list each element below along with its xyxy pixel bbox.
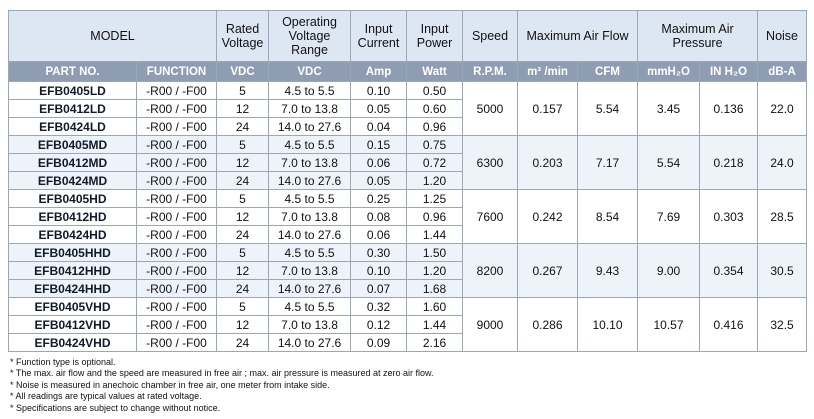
noise-cell: 24.0 xyxy=(758,136,807,190)
rated-voltage-cell: 5 xyxy=(217,298,269,316)
header-noise: Noise xyxy=(758,11,807,62)
speed-cell: 7600 xyxy=(463,190,518,244)
part-number-cell: EFB0405MD xyxy=(9,136,137,154)
voltage-range-cell: 4.5 to 5.5 xyxy=(269,190,351,208)
air-flow-cfm-cell: 5.54 xyxy=(578,82,638,136)
input-current-cell: 0.06 xyxy=(351,226,407,244)
voltage-range-cell: 7.0 to 13.8 xyxy=(269,154,351,172)
air-flow-cfm-cell: 9.43 xyxy=(578,244,638,298)
table-row xyxy=(9,82,807,100)
input-current-cell: 0.07 xyxy=(351,280,407,298)
part-number-cell: EFB0424HHD xyxy=(9,280,137,298)
unit-vdc-range: VDC xyxy=(269,62,351,82)
unit-cfm: CFM xyxy=(578,62,638,82)
rated-voltage-cell: 12 xyxy=(217,154,269,172)
input-current-cell: 0.06 xyxy=(351,154,407,172)
function-cell: -R00 / -F00 xyxy=(137,316,217,334)
footnote: * Function type is optional. xyxy=(10,357,116,367)
rated-voltage-cell: 5 xyxy=(217,136,269,154)
units-row xyxy=(9,62,807,82)
input-power-cell: 1.25 xyxy=(407,190,463,208)
voltage-range-cell: 7.0 to 13.8 xyxy=(269,316,351,334)
input-power-cell: 0.72 xyxy=(407,154,463,172)
header-max-air-flow: Maximum Air Flow xyxy=(518,11,638,62)
rated-voltage-cell: 24 xyxy=(217,172,269,190)
input-power-cell: 2.16 xyxy=(407,334,463,352)
function-cell: -R00 / -F00 xyxy=(137,298,217,316)
rated-voltage-cell: 5 xyxy=(217,244,269,262)
unit-vdc-rated: VDC xyxy=(217,62,269,82)
input-current-cell: 0.09 xyxy=(351,334,407,352)
part-number-cell: EFB0424MD xyxy=(9,172,137,190)
input-current-cell: 0.30 xyxy=(351,244,407,262)
rated-voltage-cell: 24 xyxy=(217,334,269,352)
input-power-cell: 1.20 xyxy=(407,172,463,190)
input-power-cell: 1.44 xyxy=(407,316,463,334)
input-current-cell: 0.04 xyxy=(351,118,407,136)
input-current-cell: 0.05 xyxy=(351,172,407,190)
function-cell: -R00 / -F00 xyxy=(137,118,217,136)
input-current-cell: 0.05 xyxy=(351,100,407,118)
function-cell: -R00 / -F00 xyxy=(137,136,217,154)
unit-amp: Amp xyxy=(351,62,407,82)
part-number-cell: EFB0412HD xyxy=(9,208,137,226)
function-cell: -R00 / -F00 xyxy=(137,190,217,208)
header-speed: Speed xyxy=(463,11,518,62)
function-cell: -R00 / -F00 xyxy=(137,334,217,352)
function-cell: -R00 / -F00 xyxy=(137,154,217,172)
air-pressure-mmh2o-cell: 5.54 xyxy=(638,136,700,190)
input-current-cell: 0.15 xyxy=(351,136,407,154)
input-power-cell: 0.75 xyxy=(407,136,463,154)
unit-function: FUNCTION xyxy=(137,62,217,82)
unit-dba: dB-A xyxy=(758,62,807,82)
input-current-cell: 0.25 xyxy=(351,190,407,208)
function-cell: -R00 / -F00 xyxy=(137,226,217,244)
voltage-range-cell: 14.0 to 27.6 xyxy=(269,118,351,136)
function-cell: -R00 / -F00 xyxy=(137,262,217,280)
function-cell: -R00 / -F00 xyxy=(137,208,217,226)
header-operating-voltage-range: Operating Voltage Range xyxy=(269,11,351,62)
unit-m3-per-min: m³ /min xyxy=(518,62,578,82)
function-cell: -R00 / -F00 xyxy=(137,280,217,298)
voltage-range-cell: 14.0 to 27.6 xyxy=(269,226,351,244)
input-power-cell: 1.60 xyxy=(407,298,463,316)
unit-watt: Watt xyxy=(407,62,463,82)
voltage-range-cell: 14.0 to 27.6 xyxy=(269,280,351,298)
input-power-cell: 1.50 xyxy=(407,244,463,262)
part-number-cell: EFB0412MD xyxy=(9,154,137,172)
part-number-cell: EFB0412VHD xyxy=(9,316,137,334)
function-cell: -R00 / -F00 xyxy=(137,244,217,262)
footnote: * The max. air flow and the speed are measured in free air ; max. air pressure is measured at zero air flow. xyxy=(10,368,434,379)
input-power-cell: 1.44 xyxy=(407,226,463,244)
noise-cell: 32.5 xyxy=(758,298,807,352)
air-flow-cfm-cell: 7.17 xyxy=(578,136,638,190)
function-cell: -R00 / -F00 xyxy=(137,100,217,118)
part-number-cell: EFB0405VHD xyxy=(9,298,137,316)
air-pressure-mmh2o-cell: 3.45 xyxy=(638,82,700,136)
header-model: MODEL xyxy=(9,11,217,62)
header-input-current: Input Current xyxy=(351,11,407,62)
part-number-cell: EFB0424HD xyxy=(9,226,137,244)
input-current-cell: 0.10 xyxy=(351,82,407,100)
header-row xyxy=(9,11,807,62)
footnote: * All readings are typical values at rated voltage. xyxy=(10,391,202,402)
noise-cell: 28.5 xyxy=(758,190,807,244)
rated-voltage-cell: 24 xyxy=(217,118,269,136)
input-current-cell: 0.08 xyxy=(351,208,407,226)
voltage-range-cell: 4.5 to 5.5 xyxy=(269,82,351,100)
rated-voltage-cell: 12 xyxy=(217,262,269,280)
air-flow-cfm-cell: 10.10 xyxy=(578,298,638,352)
part-number-cell: EFB0424LD xyxy=(9,118,137,136)
voltage-range-cell: 14.0 to 27.6 xyxy=(269,334,351,352)
speed-cell: 5000 xyxy=(463,82,518,136)
table-row xyxy=(9,298,807,316)
unit-part-no: PART NO. xyxy=(9,62,137,82)
air-flow-m3min-cell: 0.157 xyxy=(518,82,578,136)
noise-cell: 22.0 xyxy=(758,82,807,136)
air-pressure-inh2o-cell: 0.136 xyxy=(700,82,758,136)
noise-cell: 30.5 xyxy=(758,244,807,298)
input-current-cell: 0.12 xyxy=(351,316,407,334)
air-flow-m3min-cell: 0.242 xyxy=(518,190,578,244)
air-flow-m3min-cell: 0.203 xyxy=(518,136,578,190)
table-row xyxy=(9,136,807,154)
rated-voltage-cell: 12 xyxy=(217,100,269,118)
air-pressure-mmh2o-cell: 9.00 xyxy=(638,244,700,298)
air-pressure-inh2o-cell: 0.303 xyxy=(700,190,758,244)
input-current-cell: 0.10 xyxy=(351,262,407,280)
footnote: * Noise is measured in anechoic chamber in free air, one meter from intake side. xyxy=(10,379,330,390)
part-number-cell: EFB0412HHD xyxy=(9,262,137,280)
speed-cell: 8200 xyxy=(463,244,518,298)
part-number-cell: EFB0424VHD xyxy=(9,334,137,352)
air-pressure-inh2o-cell: 0.354 xyxy=(700,244,758,298)
header-rated-voltage: Rated Voltage xyxy=(217,11,269,62)
input-power-cell: 1.68 xyxy=(407,280,463,298)
rated-voltage-cell: 5 xyxy=(217,82,269,100)
table-row xyxy=(9,190,807,208)
speed-cell: 6300 xyxy=(463,136,518,190)
spec-table-container xyxy=(8,10,806,352)
rated-voltage-cell: 24 xyxy=(217,226,269,244)
unit-rpm: R.P.M. xyxy=(463,62,518,82)
input-power-cell: 0.96 xyxy=(407,208,463,226)
unit-inh2o: IN H₂O xyxy=(700,62,758,82)
rated-voltage-cell: 24 xyxy=(217,280,269,298)
input-current-cell: 0.32 xyxy=(351,298,407,316)
voltage-range-cell: 7.0 to 13.8 xyxy=(269,208,351,226)
air-pressure-mmh2o-cell: 7.69 xyxy=(638,190,700,244)
function-cell: -R00 / -F00 xyxy=(137,172,217,190)
voltage-range-cell: 7.0 to 13.8 xyxy=(269,100,351,118)
air-pressure-inh2o-cell: 0.416 xyxy=(700,298,758,352)
input-power-cell: 0.60 xyxy=(407,100,463,118)
rated-voltage-cell: 12 xyxy=(217,316,269,334)
air-pressure-inh2o-cell: 0.218 xyxy=(700,136,758,190)
input-power-cell: 1.20 xyxy=(407,262,463,280)
footnotes xyxy=(10,357,434,414)
speed-cell: 9000 xyxy=(463,298,518,352)
air-flow-m3min-cell: 0.286 xyxy=(518,298,578,352)
fan-spec-table xyxy=(8,10,807,352)
function-cell: -R00 / -F00 xyxy=(137,82,217,100)
input-power-cell: 0.50 xyxy=(407,82,463,100)
air-flow-m3min-cell: 0.267 xyxy=(518,244,578,298)
voltage-range-cell: 4.5 to 5.5 xyxy=(269,136,351,154)
voltage-range-cell: 4.5 to 5.5 xyxy=(269,244,351,262)
rated-voltage-cell: 5 xyxy=(217,190,269,208)
part-number-cell: EFB0405HHD xyxy=(9,244,137,262)
input-power-cell: 0.96 xyxy=(407,118,463,136)
part-number-cell: EFB0405LD xyxy=(9,82,137,100)
rated-voltage-cell: 12 xyxy=(217,208,269,226)
voltage-range-cell: 7.0 to 13.8 xyxy=(269,262,351,280)
header-input-power: Input Power xyxy=(407,11,463,62)
footnote: * Specifications are subject to change without notice. xyxy=(10,402,221,413)
voltage-range-cell: 4.5 to 5.5 xyxy=(269,298,351,316)
spec-table-body xyxy=(9,82,807,352)
air-flow-cfm-cell: 8.54 xyxy=(578,190,638,244)
unit-mmh2o: mmH₂O xyxy=(638,62,700,82)
header-max-air-pressure: Maximum Air Pressure xyxy=(638,11,758,62)
table-row xyxy=(9,244,807,262)
part-number-cell: EFB0405HD xyxy=(9,190,137,208)
air-pressure-mmh2o-cell: 10.57 xyxy=(638,298,700,352)
part-number-cell: EFB0412LD xyxy=(9,100,137,118)
voltage-range-cell: 14.0 to 27.6 xyxy=(269,172,351,190)
